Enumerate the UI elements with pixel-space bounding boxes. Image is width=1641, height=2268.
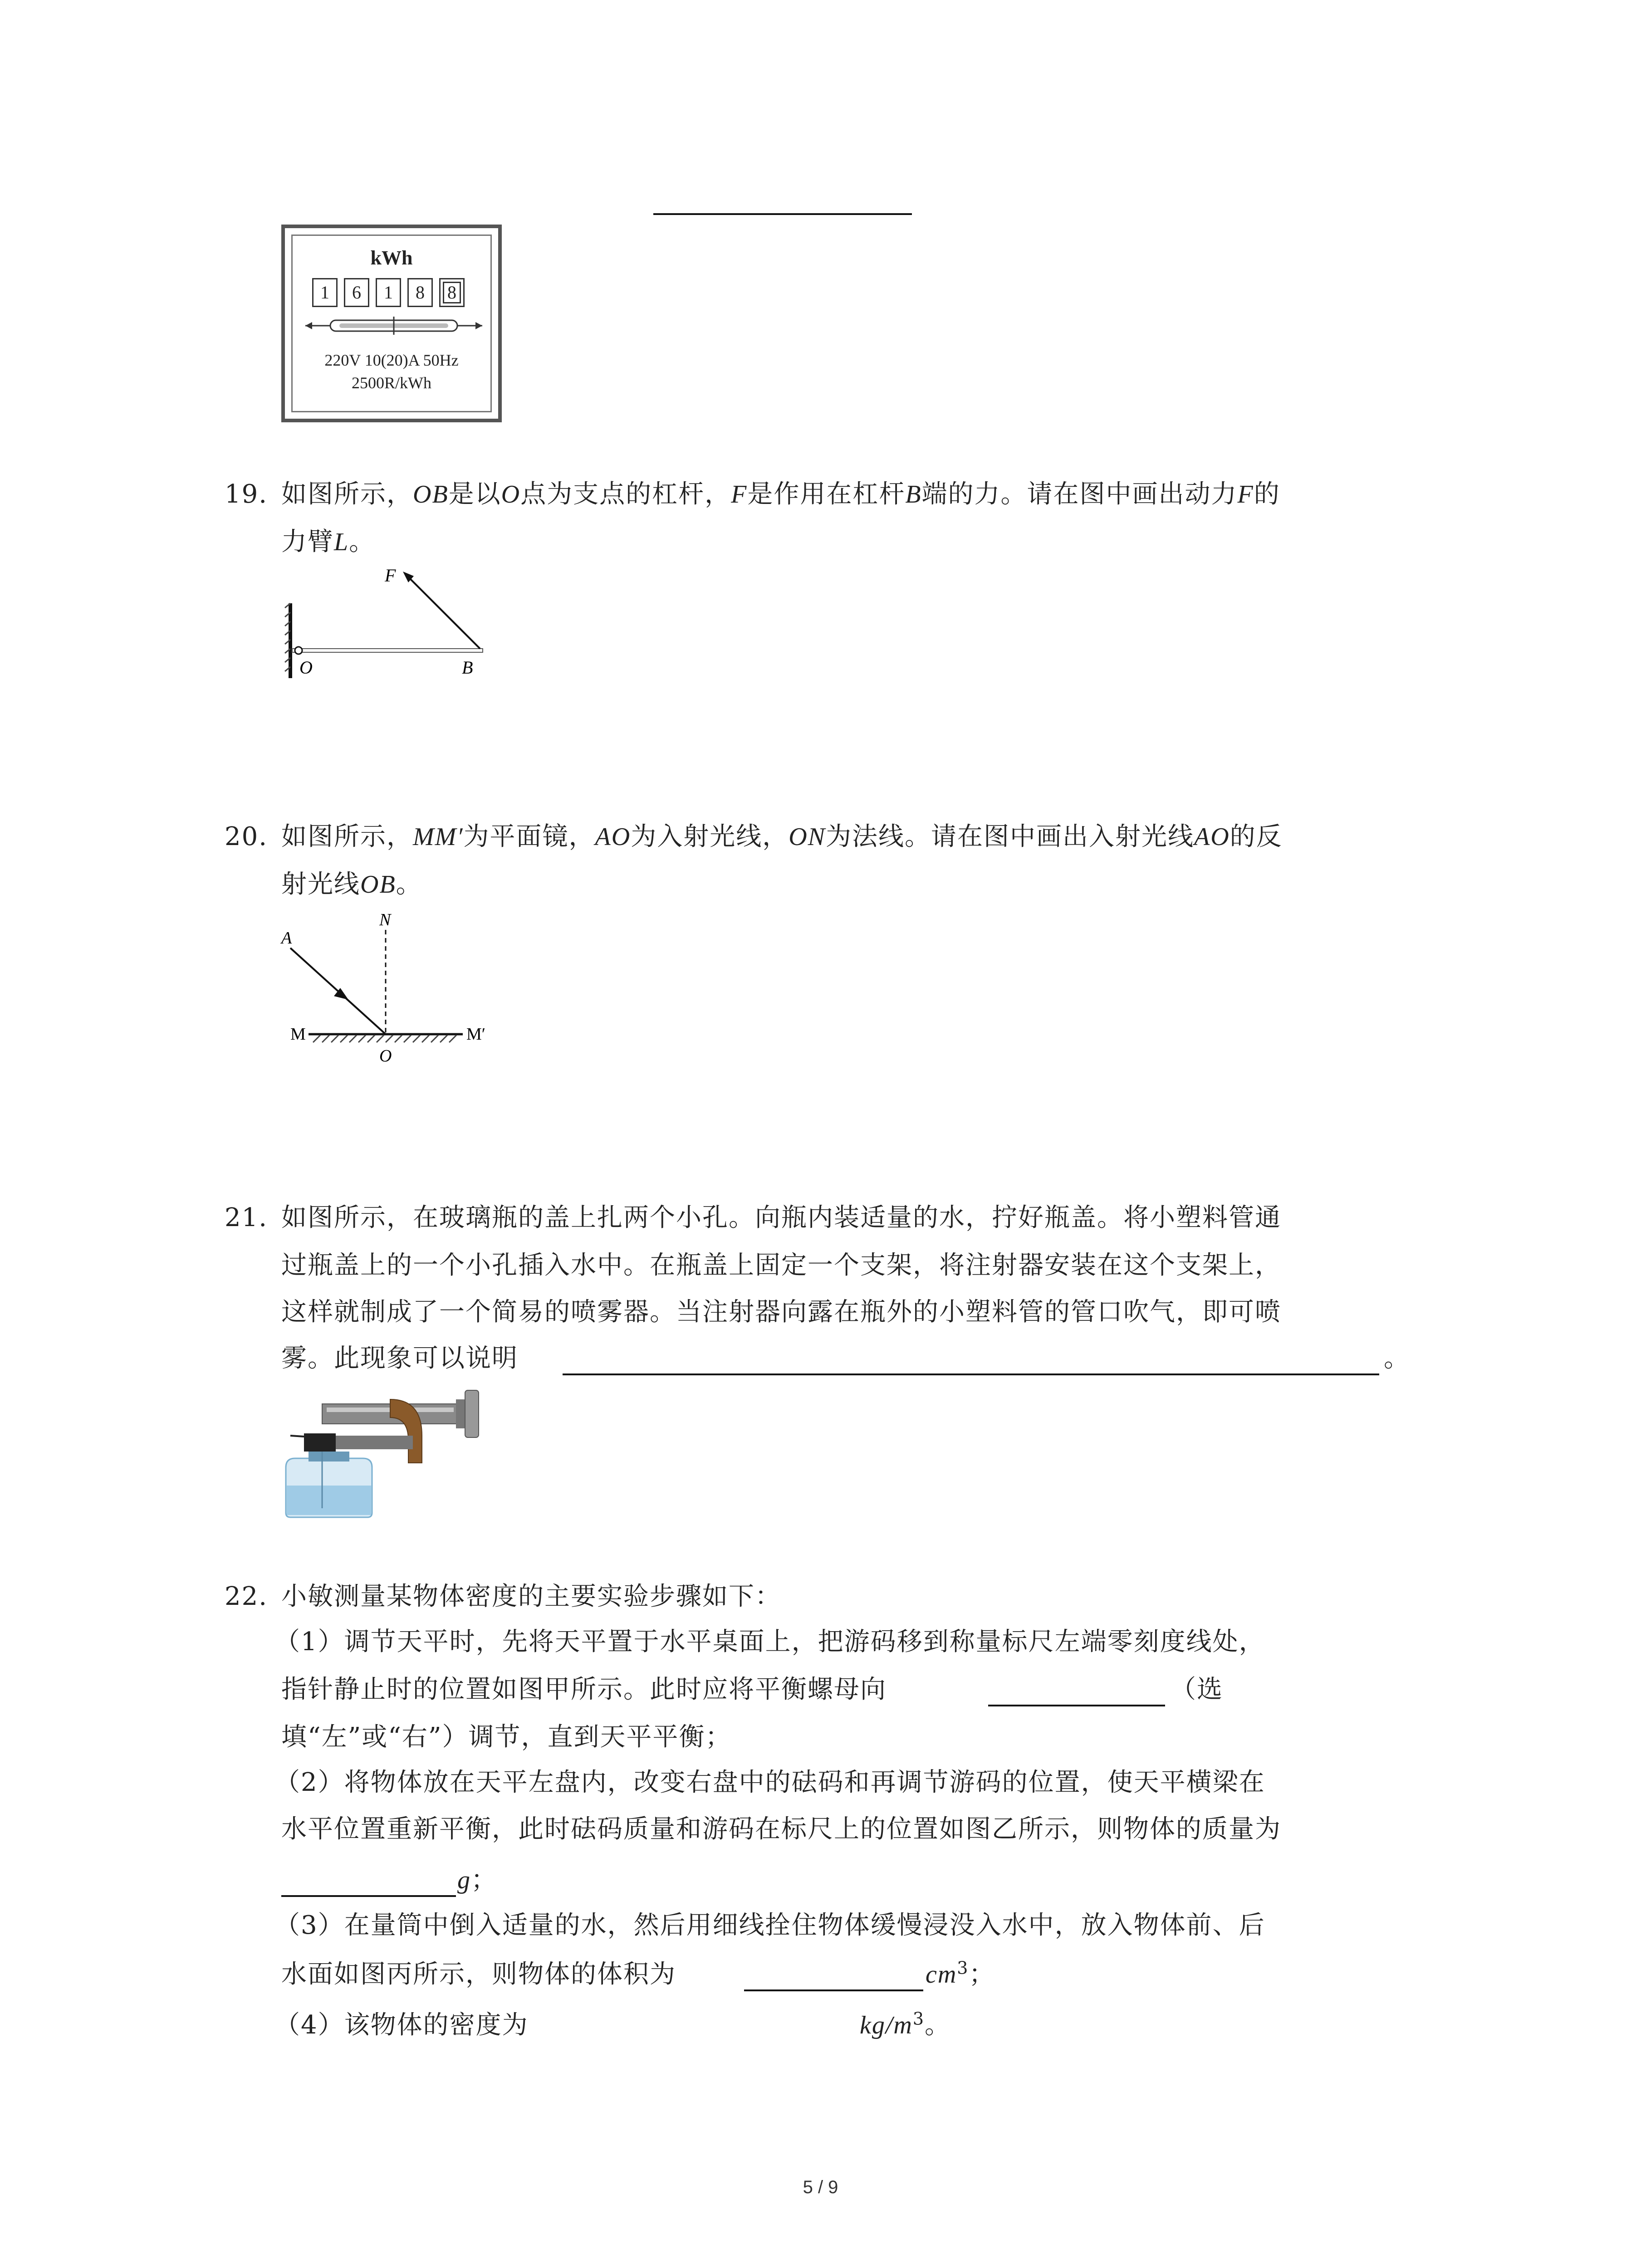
top-answer-blank[interactable] <box>653 213 912 215</box>
lever-label-o: O <box>299 657 313 678</box>
mirror-figure <box>272 907 508 1070</box>
q22-step3-unit-line <box>926 1959 995 1990</box>
q20-var-on: ON <box>789 823 826 851</box>
q19-text: 端的力。请在图中画出动力 <box>921 479 1238 509</box>
q21-number: 21. <box>225 1203 268 1232</box>
q21-answer-blank[interactable] <box>563 1374 1379 1375</box>
q22-step3-line2: 水面如图丙所示，则物体的体积为 <box>281 1960 676 1989</box>
q19-var-l: L <box>334 528 349 556</box>
q20-text: 为入射光线， <box>631 822 789 851</box>
q20-line1 <box>281 821 1283 853</box>
q19-text: 是作用在杠杆 <box>747 479 906 509</box>
q19-number: 19. <box>225 479 268 509</box>
q22-step2-blank[interactable] <box>281 1895 456 1897</box>
q20-text: 如图所示， <box>281 822 413 851</box>
q22-number: 22. <box>225 1582 268 1611</box>
mirror-label-a: A <box>281 929 292 948</box>
q19-var-b: B <box>905 480 922 508</box>
q22-step2-unit-line <box>457 1864 497 1896</box>
q21-text: 雾。此现象可以说明 <box>281 1344 518 1373</box>
q20-text: 为法线。请在图中画出入射光线 <box>826 822 1194 851</box>
q22-step3-sup: 3 <box>957 1958 969 1978</box>
electricity-meter-figure <box>281 225 502 422</box>
q22-step4-end: 。 <box>925 2010 951 2040</box>
meter-disc-icon <box>303 312 485 339</box>
q22-step1-line3: 填“左”或“右”）调节，直到天平平衡； <box>281 1722 732 1752</box>
page-number: 5 / 9 <box>803 2177 838 2197</box>
meter-rating: 220V 10(20)A 50Hz <box>324 351 459 369</box>
mirror-label-n: N <box>379 910 391 929</box>
q19-text: 。 <box>349 527 376 557</box>
q19-text: 的 <box>1254 479 1280 509</box>
mirror-label-o: O <box>379 1046 392 1066</box>
q22-step3-line1: （3）在量筒中倒入适量的水，然后用细线拴住物体缓慢浸没入水中，放入物体前、后 <box>274 1911 1265 1940</box>
q22-step2-line1: （2）将物体放在天平左盘内，改变右盘中的砝码和再调节游码的位置，使天平横梁在 <box>274 1768 1265 1797</box>
q20-var-mm: MM′ <box>413 823 464 851</box>
q20-text: 的反 <box>1230 822 1283 851</box>
lever-figure <box>272 562 490 685</box>
q21-line4 <box>281 1343 518 1374</box>
lever-label-f: F <box>385 565 396 586</box>
q22-step1-choose: （选 <box>1171 1675 1223 1704</box>
q20-var-ao: AO <box>595 823 631 851</box>
q22-step4-sup: 3 <box>912 2009 925 2029</box>
q19-var-o: O <box>501 480 521 508</box>
q22-step2-unit: g <box>457 1866 471 1894</box>
q19-var-ob: OB <box>413 480 449 508</box>
q20-text: 。 <box>396 870 422 899</box>
q20-line2 <box>281 869 422 900</box>
q21-period: 。 <box>1384 1344 1410 1373</box>
q21-line2: 过瓶盖上的一个小孔插入水中。在瓶盖上固定一个支架，将注射器安装在这个支架上， <box>281 1251 1281 1280</box>
q19-var-f: F <box>731 480 748 508</box>
q22-step1-line1: （1）调节天平时，先将天平置于水平桌面上，把游码移到称量标尺左端零刻度线处， <box>274 1627 1265 1657</box>
meter-constant: 2500R/kWh <box>352 374 431 392</box>
q20-text: 射光线 <box>281 870 360 899</box>
q21-line3: 这样就制成了一个简易的喷雾器。当注射器向露在瓶外的小塑料管的管口吹气，即可喷 <box>281 1297 1281 1327</box>
q22-step1-blank[interactable] <box>988 1705 1165 1706</box>
q21-line1: 如图所示，在玻璃瓶的盖上扎两个小孔。向瓶内装适量的水，拧好瓶盖。将小塑料管通 <box>281 1203 1281 1232</box>
q20-var-ao: AO <box>1194 823 1230 851</box>
q19-text: 是以 <box>448 479 501 509</box>
q22-step2-line2: 水平位置重新平衡，此时砝码质量和游码在标尺上的位置如图乙所示，则物体的质量为 <box>281 1814 1281 1844</box>
meter-digit-3: 1 <box>376 278 401 307</box>
q20-number: 20. <box>225 822 268 851</box>
q22-step4-unit: kg/m <box>860 2011 913 2039</box>
q19-line1 <box>281 479 1280 510</box>
meter-digit-1: 1 <box>312 278 338 307</box>
q22-step3-end: ； <box>969 1960 995 1989</box>
sprayer-figure <box>277 1386 490 1522</box>
meter-digit-5: 8 <box>439 278 465 307</box>
q19-var-f: F <box>1237 480 1254 508</box>
lever-label-b: B <box>462 657 473 678</box>
meter-unit: kWh <box>370 247 413 269</box>
q22-intro: 小敏测量某物体密度的主要实验步骤如下： <box>281 1582 781 1611</box>
q20-var-ob: OB <box>360 870 396 899</box>
q19-text: 力臂 <box>281 527 334 557</box>
q22-step4-unit-line <box>860 2009 951 2041</box>
mirror-label-m: M <box>290 1025 306 1044</box>
meter-digit-4: 8 <box>407 278 433 307</box>
q19-text: 如图所示， <box>281 479 413 509</box>
q19-line2 <box>281 526 375 558</box>
mirror-label-m-prime: M′ <box>466 1025 486 1044</box>
q22-step3-blank[interactable] <box>744 1989 923 1991</box>
q22-step2-end: ； <box>471 1865 497 1895</box>
meter-digit-2: 6 <box>344 278 369 307</box>
q20-text: 为平面镜， <box>463 822 595 851</box>
q22-step3-unit: cm <box>926 1960 957 1989</box>
q22-step4-line: （4）该物体的密度为 <box>274 2010 529 2040</box>
q22-step1-line2: 指针静止时的位置如图甲所示。此时应将平衡螺母向 <box>281 1675 887 1704</box>
q19-text: 点为支点的杠杆， <box>520 479 731 509</box>
